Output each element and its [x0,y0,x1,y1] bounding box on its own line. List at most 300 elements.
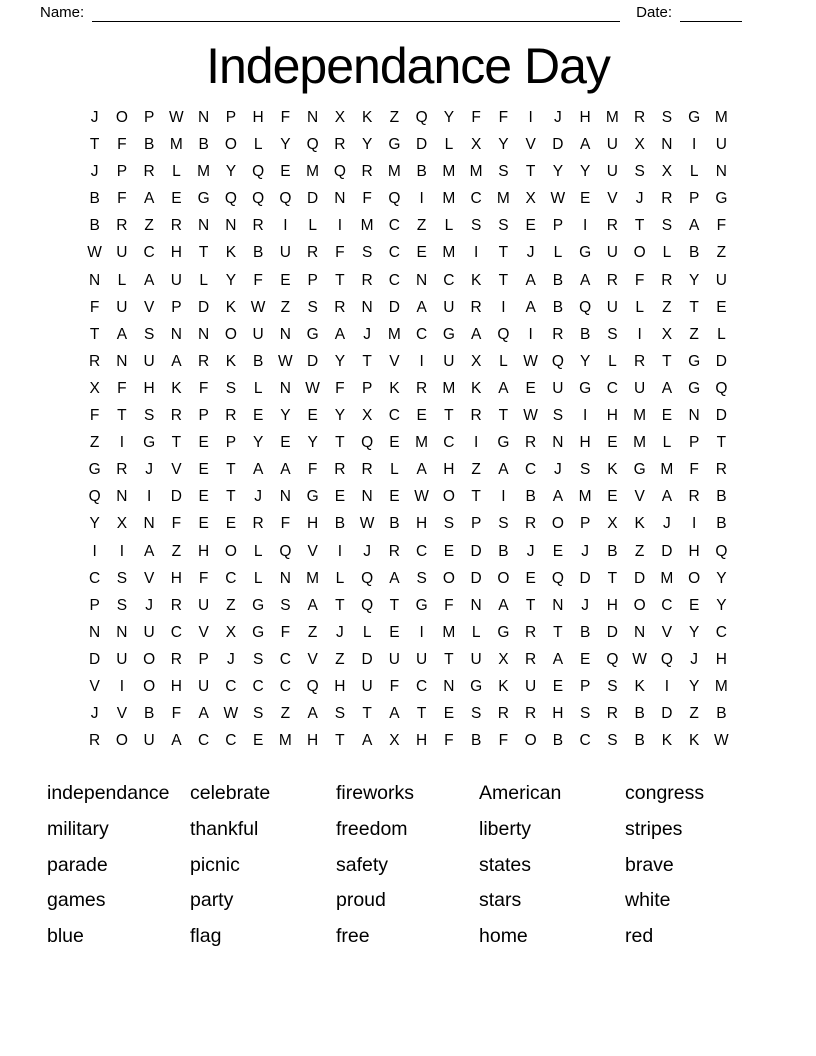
grid-letter: U [143,732,155,750]
grid-letter: S [498,163,509,181]
grid-letter: P [89,596,100,614]
grid-letter: H [170,569,182,587]
word-list-item: American [479,782,562,805]
grid-letter: Y [307,434,318,452]
grid-letter: A [307,705,318,723]
word-list-item: flag [190,925,222,948]
grid-letter: R [634,352,646,370]
grid-letter: R [252,217,264,235]
grid-letter: E [280,434,291,452]
grid-letter: S [143,407,155,425]
grid-letter: F [716,217,727,235]
grid-letter: Z [389,109,400,126]
word-list-item: stripes [625,817,683,840]
grid-letter: H [552,705,564,723]
word-list-item: white [625,889,671,912]
grid-letter: V [389,352,400,370]
grid-letter: M [660,569,674,587]
grid-letter: S [498,217,509,235]
grid-row [81,673,735,700]
grid-letter: B [143,705,155,723]
grid-letter: Q [579,298,592,316]
word-list-item: military [47,817,109,840]
grid-letter: I [283,217,288,235]
word-list-column [190,776,336,955]
grid-letter: G [143,434,156,452]
grid-letter: J [663,515,671,533]
grid-letter: B [334,515,346,533]
grid-letter: X [116,515,128,533]
grid-letter: Y [334,352,346,370]
grid-row [81,727,735,754]
grid-letter: D [388,298,400,316]
grid-letter: E [716,298,727,316]
grid-letter: O [143,677,156,695]
grid-letter: G [633,461,646,479]
grid-letter: G [688,352,701,370]
grid-letter: D [552,136,564,154]
grid-letter: B [389,515,400,533]
grid-letter: R [606,705,618,723]
grid-letter: E [525,379,536,397]
grid-letter: N [715,163,727,181]
grid-letter: T [362,705,372,723]
grid-letter: I [419,352,424,370]
grid-letter: R [198,352,210,370]
word-search-grid [81,104,735,754]
grid-letter: U [143,623,155,641]
grid-letter: A [498,379,509,397]
grid-letter: R [388,542,400,560]
grid-letter: C [579,732,591,750]
grid-letter: E [443,542,455,560]
grid-letter: F [253,271,263,289]
grid-letter: C [525,461,537,479]
word-list-item: red [625,925,654,948]
grid-letter: F [471,109,481,126]
grid-letter: U [143,352,155,370]
grid-letter: S [552,407,564,425]
grid-letter: N [470,596,482,614]
grid-letter: M [633,434,647,452]
grid-letter: Q [224,190,237,208]
grid-letter: I [146,488,152,506]
grid-letter: G [252,623,265,641]
grid-letter: Q [252,163,265,181]
grid-letter: H [688,542,700,560]
grid-letter: R [170,407,182,425]
grid-letter: U [715,136,727,154]
grid-letter: V [143,569,155,587]
grid-letter: I [501,298,506,316]
grid-row [81,131,735,158]
grid-letter: X [525,190,536,208]
grid-letter: Z [144,217,154,235]
grid-letter: L [717,325,726,343]
grid-letter: A [143,190,155,208]
grid-letter: J [554,109,562,126]
grid-letter: B [634,732,645,750]
grid-letter: Y [280,136,291,154]
grid-row [81,483,735,510]
grid-letter: Q [279,542,292,560]
grid-letter: U [116,244,128,262]
grid-letter: M [278,732,292,750]
grid-letter: X [334,109,346,126]
grid-letter: F [117,136,127,154]
grid-letter: U [525,677,537,695]
word-list-item: games [47,889,106,912]
grid-letter: C [143,244,155,262]
grid-letter: H [579,434,591,452]
grid-letter: Q [415,109,428,126]
grid-letter: S [143,325,155,343]
grid-letter: S [470,705,482,723]
grid-letter: Q [551,569,564,587]
grid-letter: Y [443,109,455,126]
grid-letter: S [334,705,346,723]
grid-letter: T [335,434,345,452]
grid-letter: V [198,623,209,641]
grid-letter: E [198,461,209,479]
grid-letter: I [528,109,533,126]
grid-letter: Q [497,325,510,343]
grid-letter: U [279,244,291,262]
word-list-item: parade [47,853,108,876]
grid-letter: K [389,379,400,397]
grid-letter: G [88,461,101,479]
grid-letter: Q [361,596,374,614]
grid-letter: Y [89,515,100,533]
grid-letter: H [715,650,727,668]
grid-row [81,565,735,592]
word-list-item: home [479,925,528,948]
grid-letter: E [552,542,564,560]
grid-letter: J [145,461,153,479]
word-list-column [47,776,190,955]
word-list-item: congress [625,782,705,805]
grid-letter: T [444,650,454,668]
grid-letter: Q [306,136,319,154]
grid-letter: M [306,163,320,181]
grid-letter: C [416,542,428,560]
grid-letter: Z [335,650,345,668]
grid-letter: E [661,407,673,425]
grid-letter: J [581,596,589,614]
grid-letter: J [90,705,99,723]
grid-letter: N [89,623,101,641]
grid-letter: Y [225,271,237,289]
grid-row [81,619,735,646]
grid-letter: N [443,677,455,695]
grid-letter: M [360,217,374,235]
grid-letter: E [552,677,564,695]
grid-letter: U [116,650,128,668]
grid-row [81,104,735,131]
grid-letter: F [444,596,454,614]
grid-letter: W [523,352,538,370]
grid-letter: S [280,596,291,614]
grid-letter: F [280,623,291,641]
grid-letter: T [498,244,509,262]
grid-letter: B [89,217,100,235]
grid-letter: A [661,379,673,397]
grid-letter: Y [579,163,591,181]
grid-letter: A [143,542,155,560]
grid-letter: S [252,705,264,723]
grid-letter: V [116,705,128,723]
grid-letter: Y [688,271,700,289]
grid-letter: U [606,244,618,262]
grid-letter: C [279,677,291,695]
grid-letter: M [714,109,728,126]
grid-letter: K [470,379,482,397]
grid-letter: K [634,677,645,695]
grid-letter: V [634,488,645,506]
grid-letter: B [716,705,727,723]
grid-letter: P [198,407,209,425]
grid-letter: Y [498,136,509,154]
grid-letter: J [635,190,644,208]
grid-letter: W [550,190,566,208]
grid-letter: T [171,434,182,452]
grid-letter: N [116,352,128,370]
name-label: Name: [40,4,85,21]
grid-letter: I [419,190,424,208]
grid-letter: V [89,677,100,695]
grid-letter: R [470,298,482,316]
grid-letter: D [661,705,673,723]
grid-letter: O [497,569,510,587]
grid-letter: B [579,623,591,641]
grid-letter: C [225,732,237,750]
grid-letter: A [579,136,591,154]
grid-letter: Q [606,650,619,668]
grid-letter: C [661,596,673,614]
word-list-item: safety [336,853,389,876]
grid-letter: M [496,190,510,208]
grid-letter: T [335,732,345,750]
grid-letter: T [389,596,400,614]
grid-letter: L [199,271,208,289]
grid-row [81,348,735,375]
grid-letter: A [416,461,427,479]
grid-letter: A [361,732,373,750]
grid-letter: L [499,352,508,370]
grid-letter: N [170,325,182,343]
grid-letter: A [252,461,264,479]
grid-letter: E [252,407,264,425]
grid-letter: G [197,190,210,208]
grid-row [81,429,735,456]
grid-letter: L [335,569,345,587]
grid-letter: X [389,732,400,750]
grid-letter: B [470,732,482,750]
grid-letter: S [470,217,482,235]
grid-letter: O [633,596,646,614]
grid-letter: G [688,109,701,126]
grid-letter: R [525,705,537,723]
grid-row [81,538,735,565]
grid-letter: T [498,407,509,425]
grid-letter: W [714,732,729,750]
grid-letter: M [387,163,401,181]
grid-letter: M [578,488,592,506]
grid-letter: T [525,163,536,181]
grid-letter: R [361,163,373,181]
grid-letter: C [715,623,727,641]
grid-letter: T [89,136,100,154]
grid-letter: K [607,461,618,479]
grid-letter: Q [715,542,728,560]
name-blank-line [92,4,620,22]
grid-letter: E [688,596,700,614]
grid-letter: C [388,217,400,235]
grid-row [81,700,735,727]
grid-letter: A [389,569,400,587]
grid-letter: Q [252,190,265,208]
grid-letter: C [252,677,264,695]
grid-letter: U [116,298,128,316]
grid-letter: K [688,732,700,750]
word-list-column [625,776,704,955]
grid-letter: G [252,596,265,614]
grid-letter: G [715,190,728,208]
word-list-item: liberty [479,817,532,840]
grid-letter: D [715,407,727,425]
grid-letter: Z [689,705,699,723]
grid-letter: B [716,515,727,533]
grid-letter: C [198,732,210,750]
grid-letter: Y [252,434,264,452]
grid-letter: B [552,271,564,289]
grid-letter: F [689,461,699,479]
grid-letter: T [471,488,481,506]
grid-letter: R [525,650,537,668]
grid-letter: E [252,732,264,750]
grid-letter: Z [689,325,699,343]
grid-letter: C [470,190,482,208]
word-list-item: brave [625,853,674,876]
grid-letter: C [606,379,618,397]
grid-letter: E [416,244,427,262]
grid-letter: D [307,190,319,208]
grid-letter: G [579,379,592,397]
grid-letter: E [389,623,400,641]
grid-letter: Y [225,163,237,181]
grid-letter: M [469,163,483,181]
grid-letter: H [170,677,182,695]
grid-letter: U [416,650,428,668]
grid-letter: P [116,163,128,181]
grid-letter: N [552,434,564,452]
grid-letter: D [198,298,210,316]
grid-letter: W [414,488,429,506]
grid-letter: X [498,650,509,668]
grid-letter: U [443,298,455,316]
grid-letter: G [497,623,510,641]
grid-letter: Q [361,569,374,587]
grid-letter: B [198,136,209,154]
grid-letter: M [660,461,674,479]
grid-letter: E [579,190,591,208]
grid-letter: Z [226,596,236,614]
grid-letter: I [419,623,424,641]
grid-letter: A [579,271,591,289]
grid-letter: L [635,298,644,316]
grid-letter: F [634,271,645,289]
grid-letter: R [170,596,182,614]
grid-letter: T [335,271,345,289]
grid-letter: U [552,379,564,397]
grid-letter: L [662,434,672,452]
grid-letter: S [361,244,373,262]
date-blank-line [680,4,742,22]
grid-letter: D [416,136,428,154]
grid-letter: X [607,515,618,533]
grid-letter: T [226,488,236,506]
grid-letter: I [337,542,343,560]
grid-letter: C [388,407,400,425]
grid-letter: U [443,352,455,370]
grid-letter: U [388,650,400,668]
grid-letter: E [525,217,536,235]
grid-letter: T [362,352,372,370]
grid-letter: G [579,244,592,262]
grid-letter: A [470,325,482,343]
grid-letter: G [470,677,483,695]
grid-letter: M [442,190,456,208]
grid-letter: N [361,298,373,316]
grid-letter: C [225,569,237,587]
word-list-item: thankful [190,817,259,840]
grid-letter: C [388,271,400,289]
grid-letter: M [306,569,320,587]
grid-row [81,267,735,294]
grid-letter: N [116,488,128,506]
grid-letter: Z [416,217,427,235]
grid-letter: A [552,650,564,668]
grid-letter: C [225,677,237,695]
grid-letter: T [662,352,672,370]
grid-letter: D [170,488,182,506]
grid-letter: T [634,217,645,235]
grid-letter: B [498,542,509,560]
grid-letter: B [552,298,564,316]
grid-letter: H [307,515,319,533]
grid-letter: F [117,379,127,397]
grid-letter: B [143,136,155,154]
grid-letter: X [661,163,673,181]
grid-letter: Q [333,163,346,181]
grid-letter: O [524,732,537,750]
grid-letter: P [470,515,482,533]
grid-letter: C [279,650,291,668]
grid-letter: W [169,109,184,126]
word-list-column [336,776,479,955]
grid-letter: F [498,109,509,126]
grid-letter: B [688,244,700,262]
grid-letter: M [442,623,456,641]
grid-letter: Q [715,379,728,397]
grid-letter: R [334,461,346,479]
grid-letter: K [634,515,645,533]
grid-letter: U [170,271,182,289]
grid-letter: I [528,325,533,343]
grid-letter: K [470,271,482,289]
grid-letter: H [443,461,455,479]
grid-letter: Y [688,677,700,695]
